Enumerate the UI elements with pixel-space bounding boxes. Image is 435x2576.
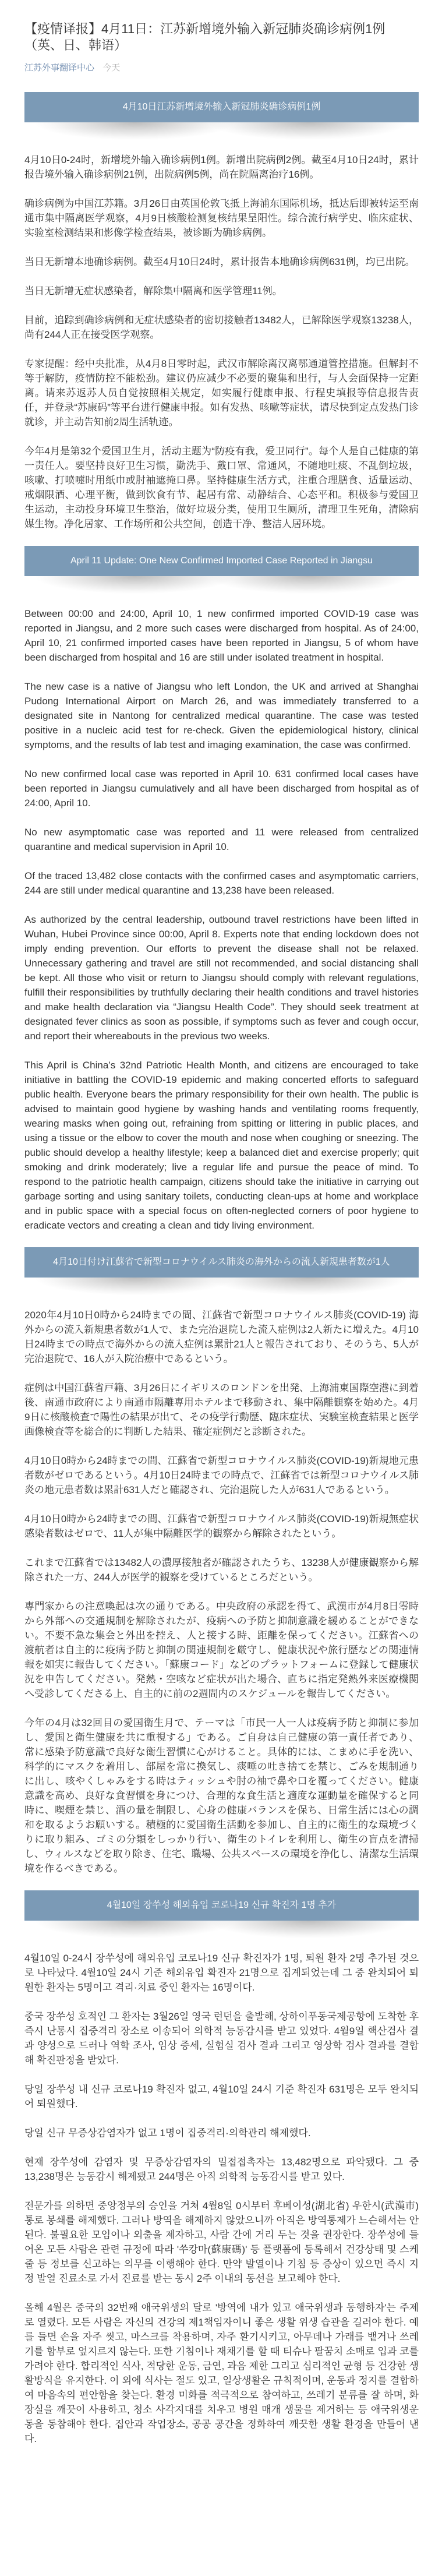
paragraph: 当日无新增本地确诊病例。截至4月10日24时，累计报告本地确诊病例631例，均已出院。 (24, 256, 415, 267)
paragraph: 4月10日0-24时，新增境外输入确诊病例1例。新增出院病例2例。截至4月10日24时，累计报告境外输入确诊病例21例，出院病例5例，尚在院隔离治疗16例。 (24, 154, 419, 180)
section-banner: April 11 Update: One New Confirmed Imported Case Reported in Jiangsu (24, 546, 419, 576)
section-banner: 4월10일 장쑤성 해외유입 코로나19 신규 확진자 1명 추가 (24, 1890, 419, 1921)
section-korean (24, 1890, 419, 2446)
section-banner: 4月10日付け江蘇省で新型コロナウイルス肺炎の海外からの流入新規患者数が1人 (24, 1247, 419, 1278)
section-banner: 4月10日江苏新增境外输入新冠肺炎确诊病例1例 (24, 92, 419, 122)
paragraph: 确诊病例为中国江苏籍。3月26日由英国伦敦飞抵上海浦东国际机场，抵达后即被转运至南通市集中隔离医学观察，4月9日核酸检测复核结果呈阳性。综合流行病学史、临床症状、实验室检测结果和影像学检查结果，被诊断为确诊病例。 (24, 198, 419, 238)
paragraph: This April is China’s 32nd Patriotic Health Month, and citizens are encouraged to take initiative in battling the COVID-19 epidemic and making concerted efforts to safeguard public health. Everyone bears the primary responsibility for their own health. The public is advised to maintain good hygiene by washing hands and ventilating rooms frequently, wearing masks when going out, refraining from spitting or littering in public places, and using a tissue or the elbow to cover the mouth and nose when coughing or sneezing. The public should develop a healthy lifestyle; keep a balanced diet and exercise properly; quit smoking and drink moderately; live a regular life and pursue the peace of mind. To respond to the patriotic health campaign, citizens should take the initiative in carrying out garbage sorting and using sanitary toilets, conducting clean-ups at home and workplace and in public space with a special focus on often-neglected corners of poor hygiene to eradicate vectors and creating a clean and tidy living environment. (24, 1060, 419, 1231)
paragraph: 중국 장쑤성 호적인 그 환자는 3월26일 영국 런던을 출발해, 상하이푸동국제공항에 도착한 후 즉시 난통시 집중격리 장소로 이송되어 의학적 능동감시를 받고 있었다. 4월9일 핵산검사 결과 양성으로 드러나 역학 조사, 임상 증세, 실험실 검사 결과 그리고 영상학 검사 결과를 결합해 확진판정을 받았다. (24, 2011, 419, 2066)
paragraph: 専門家からの注意喚起は次の通りである。中央政府の承認を得て、武漢市が4月8日零時から外部への交通規制を解除されたが、疫病への予防と抑制意識を緩めることができない。不要不急な集会と外出を控え、人と接する時、距離を保ってください。江蘇省への渡航者は自主的に疫病予防と抑制の関連規制を厳守し、健康状況や旅行歴などの関連情報を如実に報告してください。「蘇康コード」などのプラットフォームに登録して健康状況を申告してください。発熱・空咳など症状が出た場合、直ちに指定発熱外来医療機関へ受診してくださる上、自主的に前の2週間内のスケジュールを報告してください。 (24, 1601, 419, 1699)
paragraph: 当日无新增无症状感染者，解除集中隔离和医学管理11例。 (24, 285, 282, 297)
article-title: 【疫情译报】4月11日：江苏新增境外输入新冠肺炎确诊病例1例（英、日、韩语） (24, 22, 386, 52)
section-japanese (24, 1247, 419, 1876)
section-chinese (24, 92, 419, 531)
paragraph: As authorized by the central leadership, outbound travel restrictions have been lifted in Wuhan, Hubei Province since 00:00, April 8. Experts note that ending lockdown does not imply ending prevention. Our efforts to prevent the disease shall not be relaxed. Unnecessary gathering and travel are still not recommended, and social distancing shall be kept. All those who visit or return to Jiangsu should comply with relevant regulations, fulfill their responsibilities by truthfully declaring their health conditions and travel histories and make health declaration via “Jiangsu Health Code”. They should seek treatment at designated fever clinics as soon as possible, if symptoms such as fever and cough occur, and report their whereabouts in the previous two weeks. (24, 914, 419, 1042)
publish-time: 今天 (102, 63, 121, 73)
paragraph: No new asymptomatic case was reported and 11 were released from centralized quarantine and medical supervision in April 10. (24, 827, 419, 852)
paragraph: Of the traced 13,482 close contacts with the confirmed cases and asymptomatic carriers, 244 are still under medical quarantine and 13,238 have been released. (24, 870, 419, 896)
paragraph: これまで江蘇省では13482人の濃厚接触者が確認されたうち、13238人が健康観察から解除された一方、244人が医学的観察を受けているところだという。 (24, 1557, 419, 1583)
paragraph: 당일 신규 무증상감염자가 없고 1명이 집중격리·의학관리 해제했다. (24, 2127, 311, 2139)
paragraph: The new case is a native of Jiangsu who left London, the UK and arrived at Shanghai Pudong International Airport on March 26, and was immediately transferred to a designated site in Nantong for centralized medical quarantine. The case was tested positive in a nucleic acid test for re-check. Given the epidemiological history, clinical symptoms, and the results of lab test and imaging examination, the case was confirmed. (24, 681, 419, 750)
section-english (24, 546, 419, 1233)
paragraph: Between 00:00 and 24:00, April 10, 1 new confirmed imported COVID-19 case was reported in Jiangsu, and 2 more such cases were discharged from hospital. As of 24:00, April 10, 21 confirmed imported cases have been reported in Jiangsu, 5 of whom have been discharged from hospital and 16 are still under isolated treatment in hospital. (24, 608, 419, 663)
paragraph: 今年4月是第32个爱国卫生月，活动主题为“防疫有我，爱卫同行”。每个人是自己健康的第一责任人。要坚持良好卫生习惯，勤洗手、戴口罩、常通风，不随地吐痰、不乱倒垃圾，咳嗽、打喷嚏时用纸巾或肘袖遮掩口鼻。坚持健康生活方式，注重合理膳食、适量运动、戒烟限酒、心理平衡，做到饮食有节、起居有常、动静结合、心态平和。积极参与爱国卫生运动，主动投身环境卫生整治，做好垃圾分类，使用卫生厕所，清理卫生死角，清除病媒生物。净化居家、工作场所和公共空间，创造干净、整洁人居环境。 (24, 446, 419, 530)
paragraph: 专家提醒：经中央批准，从4月8日零时起，武汉市解除离汉离鄂通道管控措施。但解封不等于解防，疫情防控不能松劲。建议仍应减少不必要的聚集和出行，与人会面保持一定距离。请来苏返苏人员自觉按照相关规定，如实履行健康申报、行程史填报等信息报告责任，并登录“苏康码”等平台进行健康申报。如有发热、咳嗽等症状，请尽快到定点发热门诊就诊，并主动告知前2周生活轨迹。 (24, 358, 419, 428)
paragraph: 目前，追踪到确诊病例和无症状感染者的密切接触者13482人，已解除医学观察13238人，尚有244人正在接受医学观察。 (24, 315, 419, 340)
paragraph: 당일 장쑤성 내 신규 코로나19 확진자 없고, 4월10일 24시 기준 확진자 631명은 모두 완치되어 퇴원했다. (24, 2084, 419, 2109)
article-meta (24, 62, 419, 74)
paragraph: 전문가를 의하면 중앙정부의 승인을 거쳐 4월8일 0시부터 후베이성(湖北省) 우한시(武漢市) 통로 봉쇄를 해제했다. 그러나 방역을 해제하지 않았으니까 아직은 방역통제가 느슨해서는 안 된다. 불필요한 모임이나 외출을 제자하고, 사람 간에 거리 두는 것을 권장한다. 장쑤성에 들어온 모든 사람은 관련 규정에 따라 '쑤캉마(蘇康碼)' 등 플랫폼에 등록해서 건강상태 및 스케줄 등 정보를 신고하는 의무를 이행해야 한다. 만약 발열이나 기침 등 증상이 있으면 즉시 지정 발열 진료소로 가서 진료를 받는 동시 2주 이내의 동선을 보고해야 한다. (24, 2200, 419, 2284)
author-link[interactable]: 江苏外事翻译中心 (24, 63, 95, 73)
paragraph: 2020年4月10日0時から24時までの間、江蘇省で新型コロナウイルス肺炎(COVID-19) 海外からの流入新規患者数が1人で、また完治退院した流入症例は2人新たに増えた。4月10日24時までの時点で海外からの流入症例は累計21人と報告されており、そのうち、5人が完治退院で、16人が入院治療中であるという。 (24, 1310, 419, 1364)
paragraph: 症例は中国江蘇省戸籍、3月26日にイギリスのロンドンを出発、上海浦東国際空港に到着後、南通市政府により南通市隔離専用ホテルまで移動され、集中隔離観察を始めた。4月9日に核酸検査で陽性の結果が出て、その疫学行動歴、臨床症状、実験室検査結果と医学画像検査等を総合的に判断した結果、確定症例だと診断された。 (24, 1382, 419, 1437)
paragraph: No new confirmed local case was reported in April 10. 631 confirmed local cases have been reported in Jiangsu cumulatively and all have been discharged from hospital as of 24:00, April 10. (24, 768, 419, 809)
paragraph: 4月10日0時から24時までの間、江蘇省で新型コロナウイルス肺炎(COVID-19)新規無症状感染者数はゼロで、11人が集中隔離医学的観察から解除されたという。 (24, 1513, 419, 1539)
paragraph: 4月10日0時から24時までの間、江蘇省で新型コロナウイルス肺炎(COVID-19)新規地元患者数がゼロであるという。4月10日24時までの時点で、江蘇省では新型コロナウイルス肺炎の地元患者数は累計631人だと確認され、完治退院した人が631人であるという。 (24, 1455, 419, 1495)
paragraph: 今年の4月は32回目の愛国衛生月で、テーマは「市民一人一人は疫病予防と抑制に参加し、愛国と衛生健康を共に重視する」である。ご自身は自己健康の第一責任者であり、常に感染予防意識で良好な衛生習慣に心がけること。具体的には、こまめに手を洗い、科学的にマスクを着用し、部屋を常に換気し、痰唾の吐き捨てを禁じ、ごみを規制通りに出し、咳やくしゃみをする時はティッシュや肘の袖で鼻や口を覆ってください。健康意識を高め、良好な食習慣を身につけ、合理的な食生活と適度な運動量を確保すると同時に、喫煙を禁じ、酒の量を制限し、心身の健康バランスを保ち、日常生活には心の調和を取るようお願いする。積極的に愛国衛生活動を参加し、自主的に衛生的な環境づくりに取り組み、ゴミの分類をしっかり行い、衛生のトイレを利用し、衛生の盲点を清掃し、ウィルスなどを取り除き、住宅、職場、公共スペースの環境を浄化し、清潔な生活環境を作るべきである。 (24, 1717, 419, 1874)
paragraph: 올해 4월은 중국의 32번째 애국위생의 달로 '방역에 내가 있고 애국위생과 동행하자'는 주제로 열렸다. 모든 사람은 자신의 건강의 제1책임자이니 좋은 생활 위생 습관을 길러야 한다. 예를 들면 손을 자주 씻고, 마스크를 착용하며, 자주 환기시키고, 아무데나 가래를 뱉거나 쓰레기를 함부로 엎지르지 않는다. 또한 기침이나 재채기를 할 때 티슈나 팔꿈치 소매로 입과 코를 가려야 한다. 합리적인 식사, 적당한 운동, 금연, 과음 제한 그리고 심리적인 균형 등 건강한 생활방식을 유지한다. 이 외에 식사는 절도 있고, 일상생활은 규칙적이며, 운동과 정지를 결합하여 마음속의 편안함을 찾는다. 환경 미화를 적극적으로 참여하고, 쓰레기 분류를 잘 하며, 화장실을 깨끗이 사용하고, 청소 사각지대를 치우고 병원 매개 생물을 제거하는 등 애국위생운동을 동참해야 한다. 집안과 작업장소, 공공 공간을 정화하여 깨끗한 생활 환경을 만들어 낸다. (24, 2302, 419, 2444)
paragraph: 4월10일 0-24시 장쑤성에 해외유입 코로나19 신규 확진자가 1명, 퇴원 환자 2명 추가된 것으로 나타났다. 4월10일 24시 기준 해외유입 확진자 21명으로 집계되었는데 그 중 완치되어 퇴원한 환자는 5명이고 격리·치료 중인 환자는 16명이다. (24, 1953, 419, 1993)
paragraph: 현재 장쑤성에 감염자 및 무증상감염자의 밀접접촉자는 13,482명으로 파악됐다. 그 중 13,238명은 능동감시 해제됐고 244명은 아직 의학적 능동감시를 받고 있다. (24, 2157, 419, 2182)
